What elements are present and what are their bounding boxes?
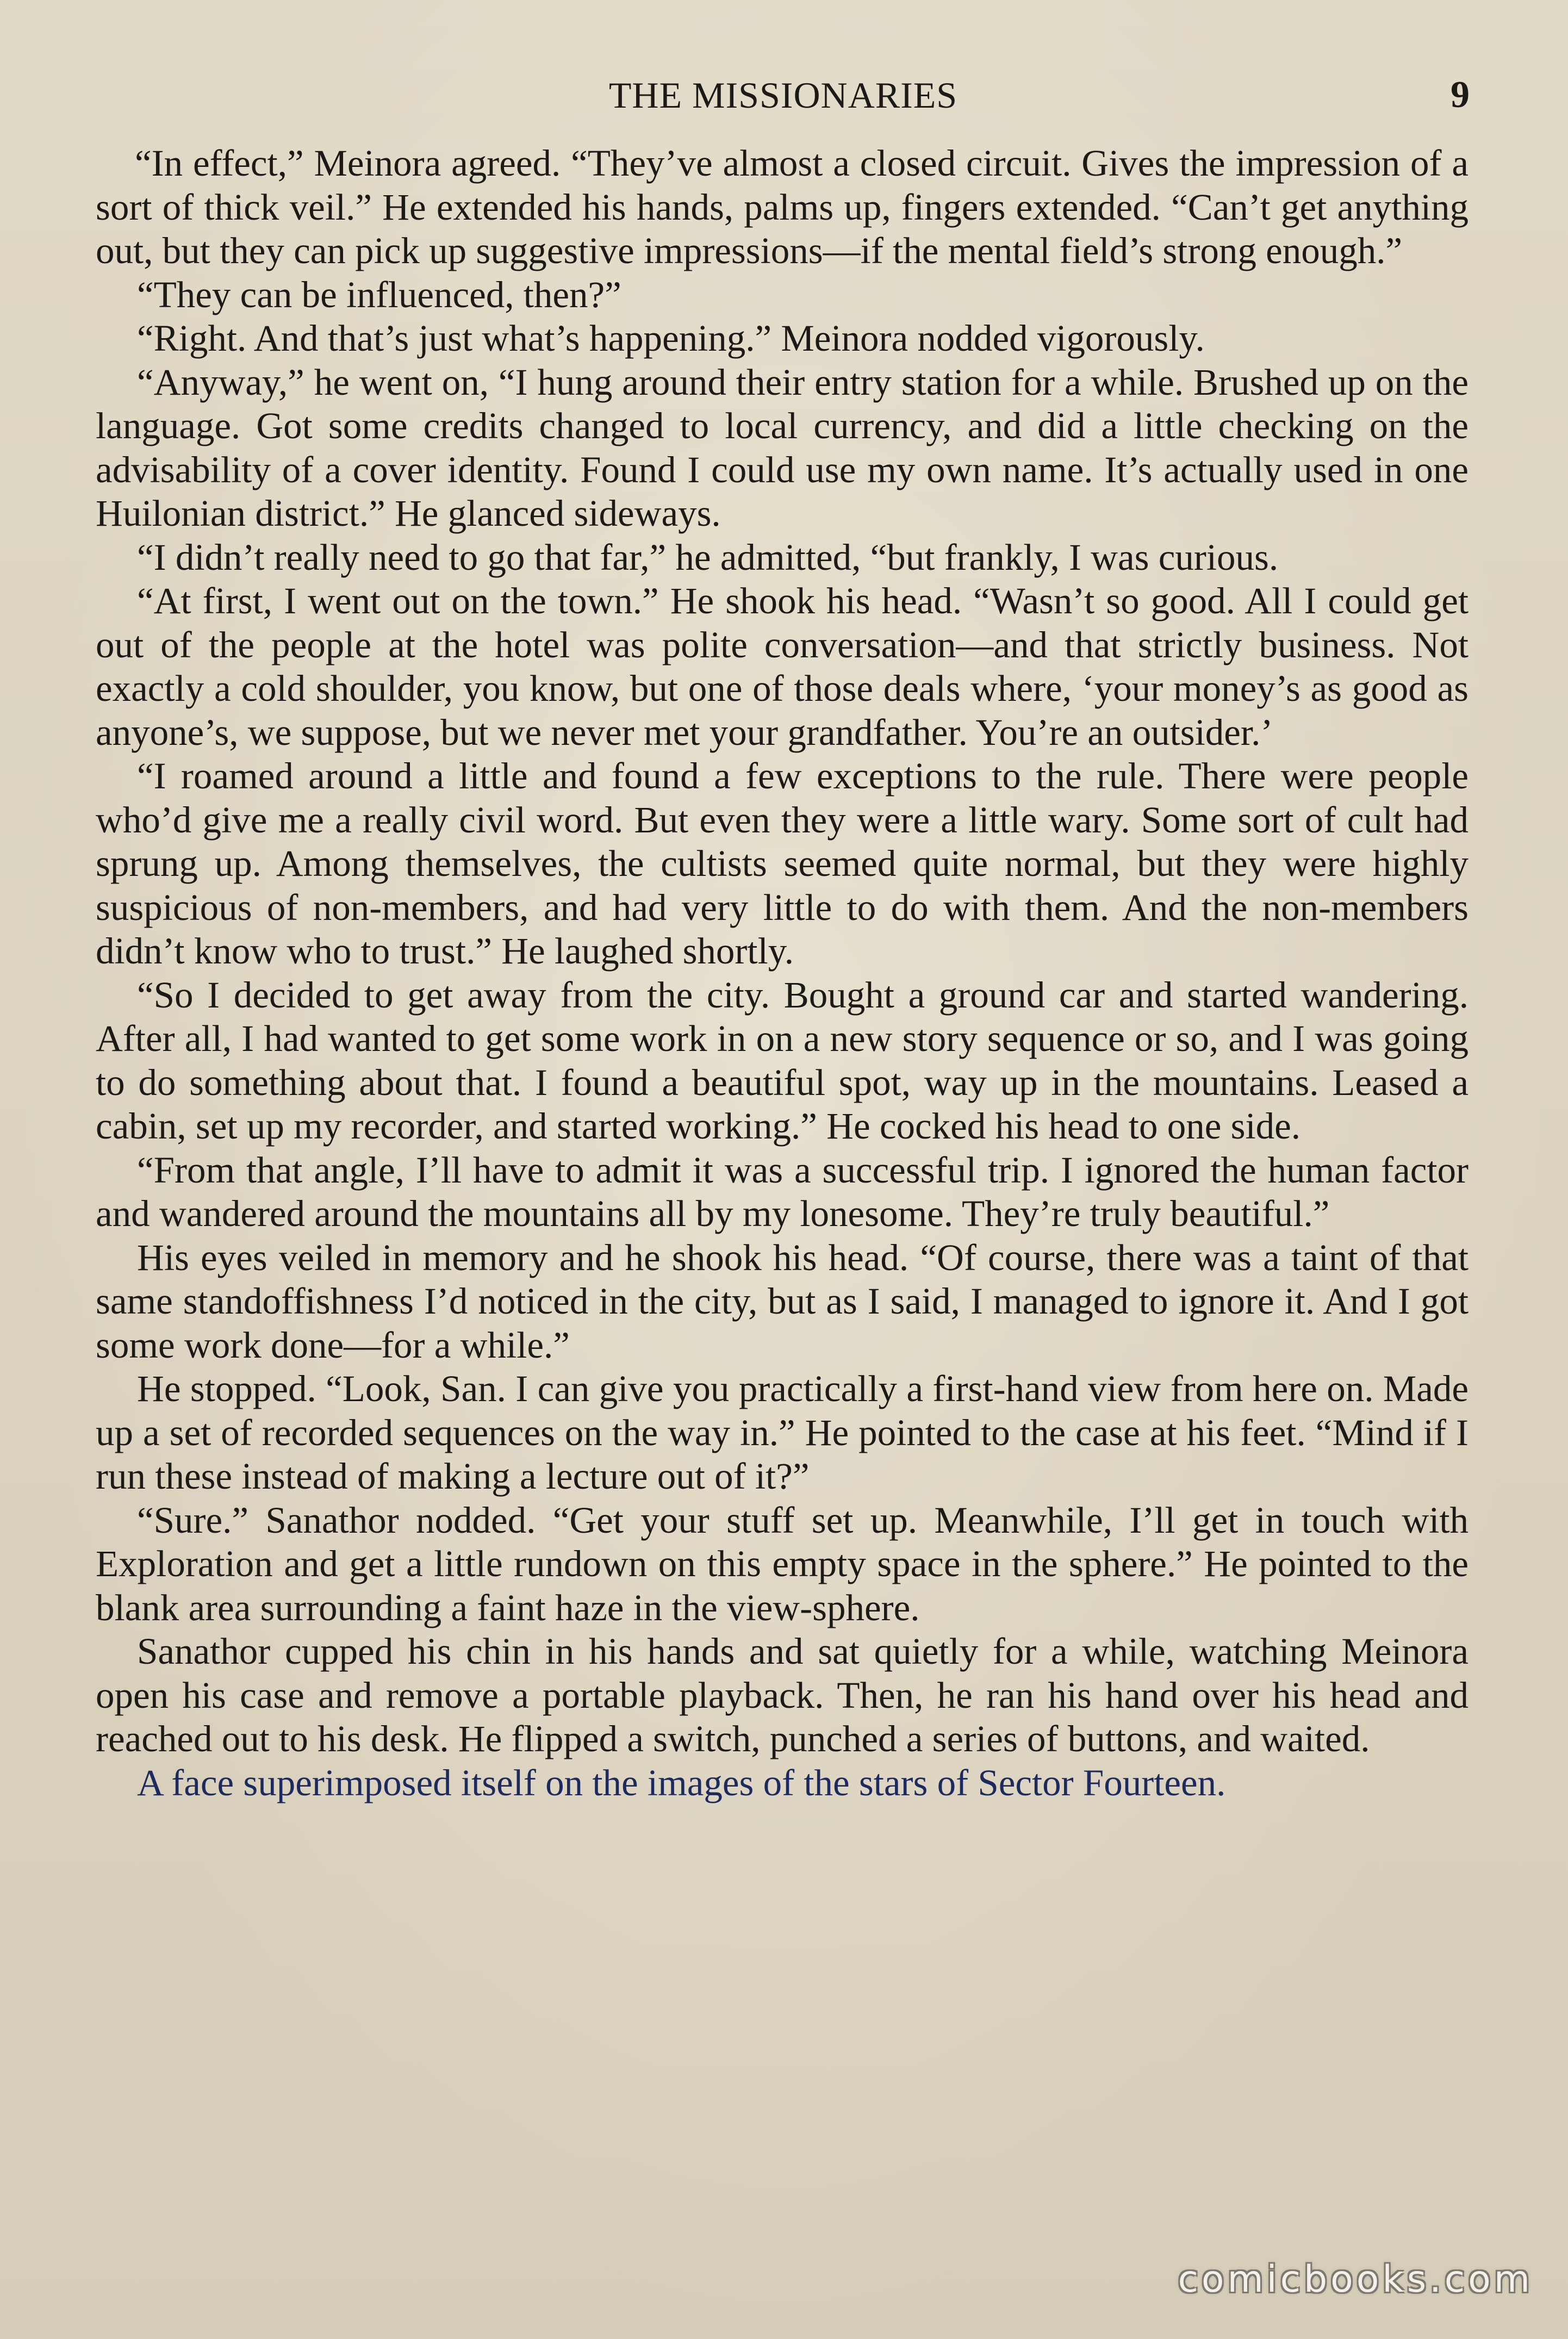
paragraph: “In effect,” Meinora agreed. “They’ve almost a closed circuit. Gives the impression of a sort of thick veil.” He extended his hands, palms up, fingers extended. “Can’t get anything out, but they can pick up suggestive impressions—if the mental field’s strong enough.” [96,142,1469,271]
paragraph: His eyes veiled in memory and he shook his head. “Of course, there was a taint of that same standoffishness I’d noticed in the city, but as I said, I managed to ignore it. And I got some work done—for a while.” [96,1236,1469,1366]
paragraph: “They can be influenced, then?” [137,273,621,315]
watermark: comicbooks.com [1178,2258,1533,2301]
paragraph: “Sure.” Sanathor nodded. “Get your stuff set up. Meanwhile, I’ll get in touch with Exploration and get a little rundown on this empty space in the sphere.” He pointed to the blank area surrounding a faint haze in the view-sphere. [96,1499,1469,1628]
running-head: THE MISSIONARIES [608,74,958,116]
paragraph: “So I decided to get away from the city. Bought a ground car and started wandering. After all, I had wanted to get some work in on a new story sequence or so, and I was going to do something about that. I found a beautiful spot, way up in the mountains. Leased a cabin, set up my recorder, and started working.” He cocked his head to one side. [96,974,1469,1147]
paragraph: “Right. And that’s just what’s happening.” Meinora nodded vigorously. [137,318,1205,359]
paragraph: “I roamed around a little and found a few exceptions to the rule. There were people who’d give me a really civil word. But even they were a little wary. Some sort of cult had sprung up. Among themselves, the cultists seemed quite normal, but they were highly suspicious of non-members, and had very little to do with them. And the non-members didn’t know who to trust.” He laughed shortly. [96,755,1469,972]
paragraph: “From that angle, I’ll have to admit it was a successful trip. I ignored the human factor and wandered around the mountains all by my lonesome. They’re truly beautiful.” [96,1149,1469,1234]
paragraph: “I didn’t really need to go that far,” he admitted, “but frankly, I was curious. [137,536,1279,578]
paragraph: A face superimposed itself on the images of the stars of Sector Fourteen. [137,1762,1226,1803]
body-text [96,141,1469,1805]
page-number: 9 [1451,74,1470,116]
page-header [97,71,1470,120]
paragraph: He stopped. “Look, San. I can give you practically a first-hand view from here on. Made up a set of recorded sequences on the way in.” He pointed to the case at his feet. “Mind if I run these instead of making a lecture out of it?” [96,1368,1469,1497]
paragraph: Sanathor cupped his chin in his hands and sat quietly for a while, watching Meinora open his case and remove a portable playback. Then, he ran his hand over his head and reached out to his desk. He flipped a switch, punched a series of buttons, and waited. [96,1631,1469,1759]
paragraph: “Anyway,” he went on, “I hung around their entry station for a while. Brushed up on the language. Got some credits changed to local currency, and did a little checking on the advisability of a cover identity. Found I could use my own name. It’s actually used in one Huilonian district.” He glanced sideways. [96,361,1469,534]
paragraph: “At first, I went out on the town.” He shook his head. “Wasn’t so good. All I could get out of the people at the hotel was polite conversation—and that strictly business. Not exactly a cold shoulder, you know, but one of those deals where, ‘your money’s as good as anyone’s, we suppose, but we never met your grandfather. You’re an outsider.’ [96,580,1469,753]
